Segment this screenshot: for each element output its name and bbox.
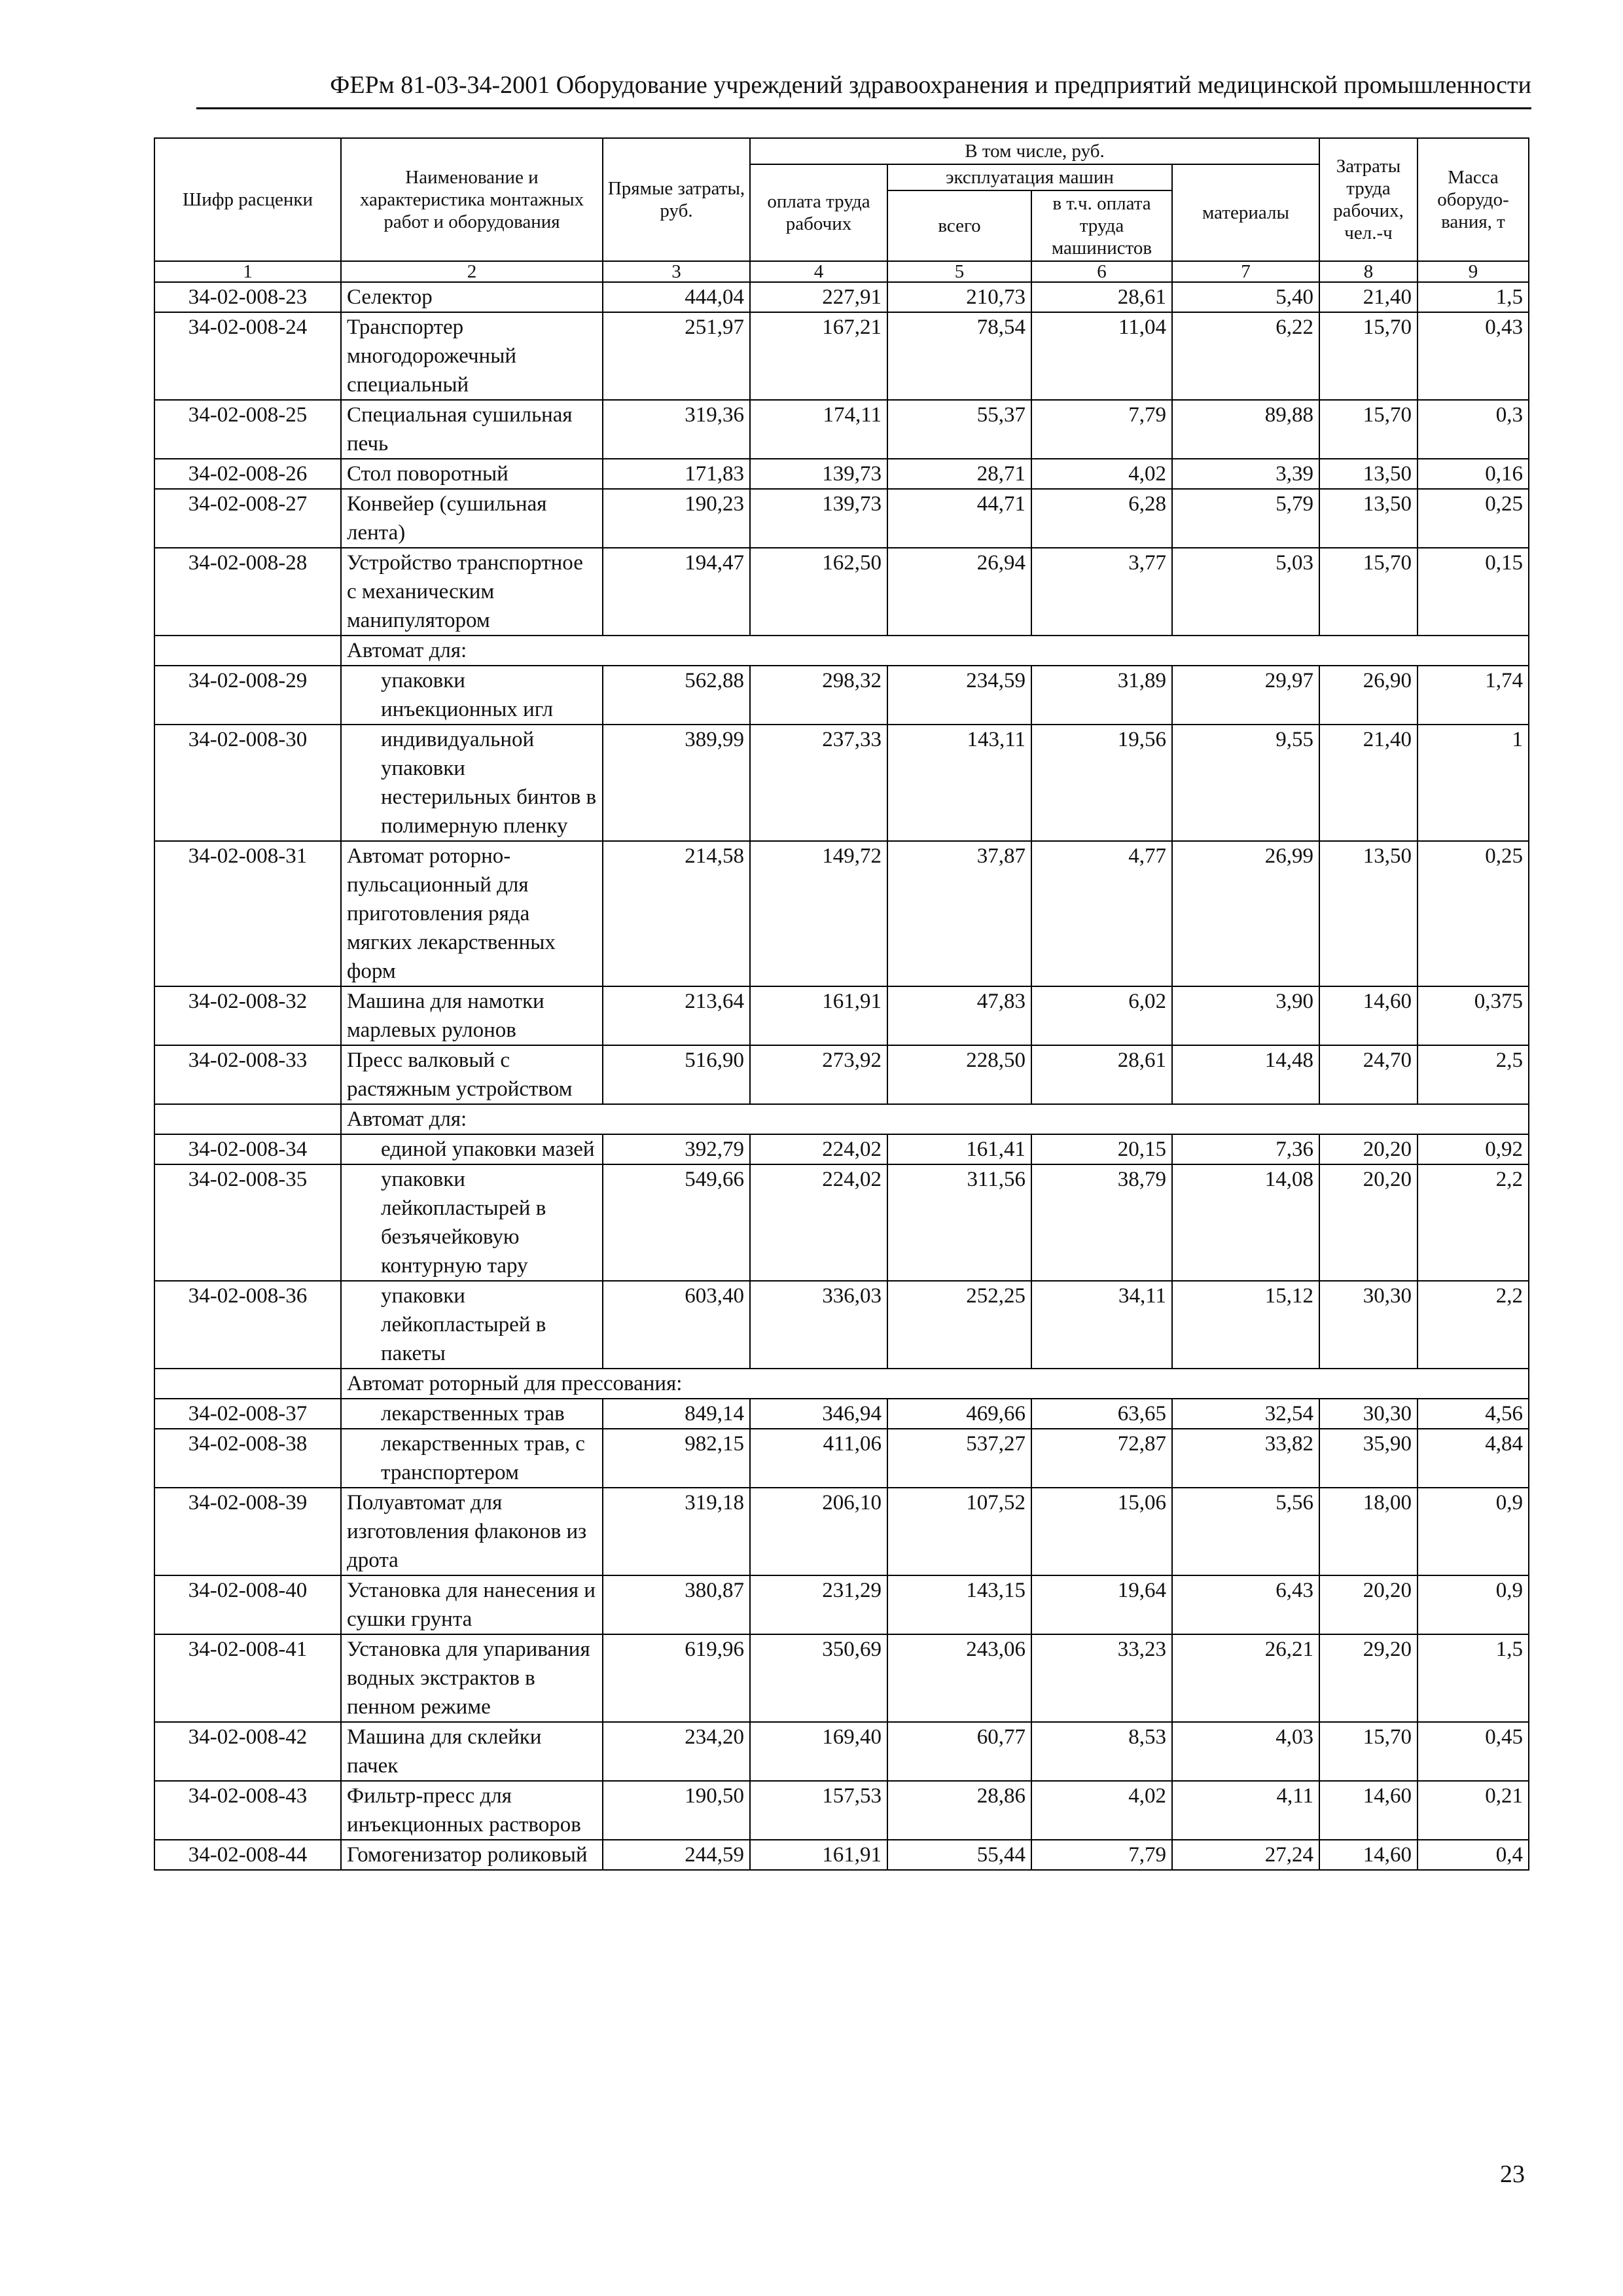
cell-mat: 5,40	[1172, 282, 1319, 312]
cell-direct: 214,58	[603, 841, 750, 986]
work-name: упаковки инъекционных игл	[341, 666, 603, 725]
cell-wages: 161,91	[750, 986, 887, 1045]
cell-direct: 380,87	[603, 1575, 750, 1634]
cell-direct: 171,83	[603, 459, 750, 489]
header-machines: эксплуатация машин	[887, 164, 1172, 190]
cell-labor: 20,20	[1319, 1575, 1418, 1634]
cell-direct: 234,20	[603, 1722, 750, 1781]
header-direct-costs: Прямые затраты, руб.	[603, 138, 750, 261]
cell-mass: 0,9	[1418, 1575, 1529, 1634]
cell-mass: 1,5	[1418, 1634, 1529, 1722]
rate-code: 34-02-008-33	[154, 1045, 341, 1104]
table-row	[154, 312, 1529, 400]
cell-labor: 14,60	[1319, 1840, 1418, 1870]
cell-direct: 194,47	[603, 548, 750, 636]
cell-direct: 516,90	[603, 1045, 750, 1104]
cell-mass: 2,2	[1418, 1164, 1529, 1281]
header-materials: материалы	[1172, 164, 1319, 261]
table-row	[154, 1488, 1529, 1575]
cell-wages: 346,94	[750, 1399, 887, 1429]
table-row	[154, 841, 1529, 986]
cell-mass: 1,5	[1418, 282, 1529, 312]
cell-mach: 143,15	[887, 1575, 1031, 1634]
cell-labor: 18,00	[1319, 1488, 1418, 1575]
cell-mach: 28,71	[887, 459, 1031, 489]
cell-mach: 252,25	[887, 1281, 1031, 1369]
table-row	[154, 1164, 1529, 1281]
cell-mass: 4,56	[1418, 1399, 1529, 1429]
group-heading: Автомат роторный для прессования:	[341, 1369, 1529, 1399]
cell-mach: 234,59	[887, 666, 1031, 725]
cell-mat: 26,99	[1172, 841, 1319, 986]
cell-mat: 5,56	[1172, 1488, 1319, 1575]
cell-mach: 243,06	[887, 1634, 1031, 1722]
work-name: Устройство транспортное с механическим манипулятором	[341, 548, 603, 636]
work-name: Установка для упаривания водных экстрактов в пенном режиме	[341, 1634, 603, 1722]
cell-labor: 30,30	[1319, 1399, 1418, 1429]
cell-direct: 444,04	[603, 282, 750, 312]
cell-mach: 26,94	[887, 548, 1031, 636]
cell-mass: 0,4	[1418, 1840, 1529, 1870]
col-number: 4	[750, 261, 887, 282]
rate-code: 34-02-008-34	[154, 1134, 341, 1164]
group-heading-row	[154, 1369, 1529, 1399]
cell-wages: 167,21	[750, 312, 887, 400]
cell-mat: 3,39	[1172, 459, 1319, 489]
cell-labor: 29,20	[1319, 1634, 1418, 1722]
cell-mass: 2,5	[1418, 1045, 1529, 1104]
cell-mass: 1,74	[1418, 666, 1529, 725]
table-row	[154, 400, 1529, 459]
rate-code: 34-02-008-28	[154, 548, 341, 636]
col-number: 5	[887, 261, 1031, 282]
cell-mach-w: 63,65	[1031, 1399, 1172, 1429]
cell-mach: 44,71	[887, 489, 1031, 548]
work-name: Пресс валковый с растяжным устройством	[341, 1045, 603, 1104]
work-name: Транспортер многодорожечный специальный	[341, 312, 603, 400]
cell-labor: 30,30	[1319, 1281, 1418, 1369]
rate-code: 34-02-008-31	[154, 841, 341, 986]
cell-labor: 15,70	[1319, 312, 1418, 400]
cell-mach: 469,66	[887, 1399, 1031, 1429]
header-including: В том числе, руб.	[750, 138, 1319, 164]
cell-mass: 0,21	[1418, 1781, 1529, 1840]
cell-wages: 298,32	[750, 666, 887, 725]
cell-mat: 9,55	[1172, 725, 1319, 841]
header-wages: оплата труда рабочих	[750, 164, 887, 261]
cell-wages: 411,06	[750, 1429, 887, 1488]
work-name: Полуавтомат для изготовления флаконов из дрота	[341, 1488, 603, 1575]
cell-mach-w: 4,02	[1031, 1781, 1172, 1840]
cell-direct: 549,66	[603, 1164, 750, 1281]
table-row	[154, 1634, 1529, 1722]
cell-mat: 6,43	[1172, 1575, 1319, 1634]
table-row	[154, 666, 1529, 725]
cell-mach: 47,83	[887, 986, 1031, 1045]
cell-labor: 15,70	[1319, 1722, 1418, 1781]
cell-labor: 20,20	[1319, 1134, 1418, 1164]
cell-mach-w: 6,02	[1031, 986, 1172, 1045]
cell-wages: 231,29	[750, 1575, 887, 1634]
col-number: 1	[154, 261, 341, 282]
rates-table	[154, 137, 1529, 1871]
cell-labor: 21,40	[1319, 282, 1418, 312]
cell-mach-w: 20,15	[1031, 1134, 1172, 1164]
document-header: ФЕРм 81-03-34-2001 Оборудование учреждений здравоохранения и предприятий медицинской промышленности	[330, 71, 1531, 99]
rate-code: 34-02-008-35	[154, 1164, 341, 1281]
cell-mach-w: 15,06	[1031, 1488, 1172, 1575]
cell-direct: 849,14	[603, 1399, 750, 1429]
group-heading-row	[154, 1104, 1529, 1134]
cell-direct: 251,97	[603, 312, 750, 400]
work-name: упаковки лейкопластырей в безъячейковую контурную тару	[341, 1164, 603, 1281]
cell-mat: 26,21	[1172, 1634, 1319, 1722]
cell-mass: 1	[1418, 725, 1529, 841]
work-name: лекарственных трав	[341, 1399, 603, 1429]
work-name: Фильтр-пресс для инъекционных растворов	[341, 1781, 603, 1840]
cell-wages: 169,40	[750, 1722, 887, 1781]
col-number: 2	[341, 261, 603, 282]
cell-mach-w: 3,77	[1031, 548, 1172, 636]
cell-mach: 210,73	[887, 282, 1031, 312]
work-name: единой упаковки мазей	[341, 1134, 603, 1164]
cell-mat: 14,08	[1172, 1164, 1319, 1281]
rate-code: 34-02-008-41	[154, 1634, 341, 1722]
cell-mach-w: 19,56	[1031, 725, 1172, 841]
cell-mass: 0,375	[1418, 986, 1529, 1045]
work-name: индивидуальной упаковки нестерильных бинтов в полимерную пленку	[341, 725, 603, 841]
cell-direct: 190,50	[603, 1781, 750, 1840]
cell-mass: 0,3	[1418, 400, 1529, 459]
table-row	[154, 1840, 1529, 1870]
cell-mach: 55,37	[887, 400, 1031, 459]
cell-mach: 55,44	[887, 1840, 1031, 1870]
rate-code: 34-02-008-23	[154, 282, 341, 312]
work-name: Стол поворотный	[341, 459, 603, 489]
work-name: Гомогенизатор роликовый	[341, 1840, 603, 1870]
cell-labor: 13,50	[1319, 459, 1418, 489]
cell-direct: 562,88	[603, 666, 750, 725]
rate-code: 34-02-008-30	[154, 725, 341, 841]
work-name: Конвейер (сушильная лента)	[341, 489, 603, 548]
cell-wages: 149,72	[750, 841, 887, 986]
work-name: Машина для намотки марлевых рулонов	[341, 986, 603, 1045]
table-row	[154, 1575, 1529, 1634]
group-empty-cell	[154, 1369, 341, 1399]
cell-mach-w: 4,77	[1031, 841, 1172, 986]
cell-mach-w: 8,53	[1031, 1722, 1172, 1781]
cell-mat: 6,22	[1172, 312, 1319, 400]
header-name: Наименование и характеристика монтажных работ и оборудования	[341, 138, 603, 261]
table-row	[154, 489, 1529, 548]
cell-mach-w: 31,89	[1031, 666, 1172, 725]
cell-labor: 26,90	[1319, 666, 1418, 725]
cell-mach-w: 7,79	[1031, 400, 1172, 459]
cell-labor: 14,60	[1319, 1781, 1418, 1840]
group-empty-cell	[154, 636, 341, 666]
cell-direct: 389,99	[603, 725, 750, 841]
group-heading: Автомат для:	[341, 636, 1529, 666]
col-number: 3	[603, 261, 750, 282]
rate-code: 34-02-008-29	[154, 666, 341, 725]
table-row	[154, 1281, 1529, 1369]
table-body	[154, 282, 1529, 1870]
cell-wages: 336,03	[750, 1281, 887, 1369]
cell-mach-w: 33,23	[1031, 1634, 1172, 1722]
cell-mat: 32,54	[1172, 1399, 1319, 1429]
table-row	[154, 1429, 1529, 1488]
work-name: Установка для нанесения и сушки грунта	[341, 1575, 603, 1634]
col-number: 9	[1418, 261, 1529, 282]
page-number: 23	[1500, 2161, 1525, 2188]
cell-mat: 7,36	[1172, 1134, 1319, 1164]
cell-labor: 15,70	[1319, 400, 1418, 459]
group-heading-row	[154, 636, 1529, 666]
cell-wages: 174,11	[750, 400, 887, 459]
rate-code: 34-02-008-36	[154, 1281, 341, 1369]
cell-mach-w: 72,87	[1031, 1429, 1172, 1488]
rate-code: 34-02-008-42	[154, 1722, 341, 1781]
cell-labor: 13,50	[1319, 841, 1418, 986]
rate-code: 34-02-008-24	[154, 312, 341, 400]
cell-wages: 273,92	[750, 1045, 887, 1104]
cell-mach: 60,77	[887, 1722, 1031, 1781]
cell-mach: 228,50	[887, 1045, 1031, 1104]
cell-mach-w: 7,79	[1031, 1840, 1172, 1870]
cell-mach-w: 38,79	[1031, 1164, 1172, 1281]
table-row	[154, 459, 1529, 489]
cell-mach-w: 11,04	[1031, 312, 1172, 400]
cell-wages: 350,69	[750, 1634, 887, 1722]
rate-code: 34-02-008-39	[154, 1488, 341, 1575]
cell-mach: 78,54	[887, 312, 1031, 400]
cell-mach-w: 28,61	[1031, 282, 1172, 312]
rate-code: 34-02-008-25	[154, 400, 341, 459]
cell-labor: 24,70	[1319, 1045, 1418, 1104]
cell-mat: 15,12	[1172, 1281, 1319, 1369]
rate-code: 34-02-008-37	[154, 1399, 341, 1429]
cell-mat: 5,03	[1172, 548, 1319, 636]
cell-mat: 89,88	[1172, 400, 1319, 459]
col-number: 6	[1031, 261, 1172, 282]
col-number: 8	[1319, 261, 1418, 282]
work-name: упаковки лейкопластырей в пакеты	[341, 1281, 603, 1369]
cell-mass: 0,45	[1418, 1722, 1529, 1781]
cell-labor: 14,60	[1319, 986, 1418, 1045]
cell-labor: 20,20	[1319, 1164, 1418, 1281]
header-mass: Масса оборудо-вания, т	[1418, 138, 1529, 261]
cell-direct: 392,79	[603, 1134, 750, 1164]
cell-wages: 139,73	[750, 489, 887, 548]
rate-code: 34-02-008-38	[154, 1429, 341, 1488]
cell-direct: 190,23	[603, 489, 750, 548]
cell-mat: 14,48	[1172, 1045, 1319, 1104]
cell-mat: 27,24	[1172, 1840, 1319, 1870]
rate-code: 34-02-008-40	[154, 1575, 341, 1634]
cell-wages: 227,91	[750, 282, 887, 312]
cell-mat: 5,79	[1172, 489, 1319, 548]
cell-direct: 319,18	[603, 1488, 750, 1575]
cell-mach: 311,56	[887, 1164, 1031, 1281]
work-name: Автомат роторно-пульсационный для приготовления ряда мягких лекарственных форм	[341, 841, 603, 986]
work-name: Машина для склейки пачек	[341, 1722, 603, 1781]
header-code: Шифр расценки	[154, 138, 341, 261]
cell-direct: 982,15	[603, 1429, 750, 1488]
cell-wages: 224,02	[750, 1164, 887, 1281]
cell-mass: 0,9	[1418, 1488, 1529, 1575]
cell-mach-w: 19,64	[1031, 1575, 1172, 1634]
cell-wages: 157,53	[750, 1781, 887, 1840]
header-machines-wages: в т.ч. оплата труда машинистов	[1031, 190, 1172, 261]
cell-direct: 244,59	[603, 1840, 750, 1870]
cell-mass: 0,25	[1418, 489, 1529, 548]
table-row	[154, 282, 1529, 312]
group-heading: Автомат для:	[341, 1104, 1529, 1134]
table-row	[154, 1781, 1529, 1840]
cell-mass: 4,84	[1418, 1429, 1529, 1488]
cell-direct: 619,96	[603, 1634, 750, 1722]
header-rule	[196, 107, 1531, 109]
cell-wages: 139,73	[750, 459, 887, 489]
cell-mach: 537,27	[887, 1429, 1031, 1488]
rate-code: 34-02-008-26	[154, 459, 341, 489]
group-empty-cell	[154, 1104, 341, 1134]
cell-mach-w: 6,28	[1031, 489, 1172, 548]
work-name: Селектор	[341, 282, 603, 312]
table-row	[154, 1045, 1529, 1104]
cell-mass: 2,2	[1418, 1281, 1529, 1369]
cell-direct: 213,64	[603, 986, 750, 1045]
cell-mach: 107,52	[887, 1488, 1031, 1575]
cell-direct: 319,36	[603, 400, 750, 459]
cell-mat: 4,11	[1172, 1781, 1319, 1840]
col-number: 7	[1172, 261, 1319, 282]
cell-mach: 37,87	[887, 841, 1031, 986]
cell-mach: 143,11	[887, 725, 1031, 841]
cell-direct: 603,40	[603, 1281, 750, 1369]
cell-mach: 28,86	[887, 1781, 1031, 1840]
header-labor: Затраты труда рабочих, чел.-ч	[1319, 138, 1418, 261]
table-row	[154, 548, 1529, 636]
cell-wages: 162,50	[750, 548, 887, 636]
cell-mass: 0,43	[1418, 312, 1529, 400]
cell-mat: 4,03	[1172, 1722, 1319, 1781]
cell-wages: 237,33	[750, 725, 887, 841]
rate-code: 34-02-008-27	[154, 489, 341, 548]
cell-mat: 29,97	[1172, 666, 1319, 725]
table-row	[154, 986, 1529, 1045]
table-row	[154, 1722, 1529, 1781]
rate-code: 34-02-008-43	[154, 1781, 341, 1840]
cell-wages: 224,02	[750, 1134, 887, 1164]
cell-labor: 35,90	[1319, 1429, 1418, 1488]
cell-mass: 0,15	[1418, 548, 1529, 636]
cell-mach-w: 4,02	[1031, 459, 1172, 489]
rate-code: 34-02-008-44	[154, 1840, 341, 1870]
cell-mass: 0,16	[1418, 459, 1529, 489]
table-row	[154, 1399, 1529, 1429]
cell-mach-w: 28,61	[1031, 1045, 1172, 1104]
work-name: Специальная сушильная печь	[341, 400, 603, 459]
header-machines-total: всего	[887, 190, 1031, 261]
cell-labor: 15,70	[1319, 548, 1418, 636]
cell-wages: 206,10	[750, 1488, 887, 1575]
work-name: лекарственных трав, с транспортером	[341, 1429, 603, 1488]
table-row	[154, 725, 1529, 841]
cell-mass: 0,92	[1418, 1134, 1529, 1164]
cell-mat: 3,90	[1172, 986, 1319, 1045]
cell-labor: 21,40	[1319, 725, 1418, 841]
cell-mass: 0,25	[1418, 841, 1529, 986]
cell-mach: 161,41	[887, 1134, 1031, 1164]
rate-code: 34-02-008-32	[154, 986, 341, 1045]
cell-labor: 13,50	[1319, 489, 1418, 548]
cell-mat: 33,82	[1172, 1429, 1319, 1488]
cell-mach-w: 34,11	[1031, 1281, 1172, 1369]
table-row	[154, 1134, 1529, 1164]
cell-wages: 161,91	[750, 1840, 887, 1870]
